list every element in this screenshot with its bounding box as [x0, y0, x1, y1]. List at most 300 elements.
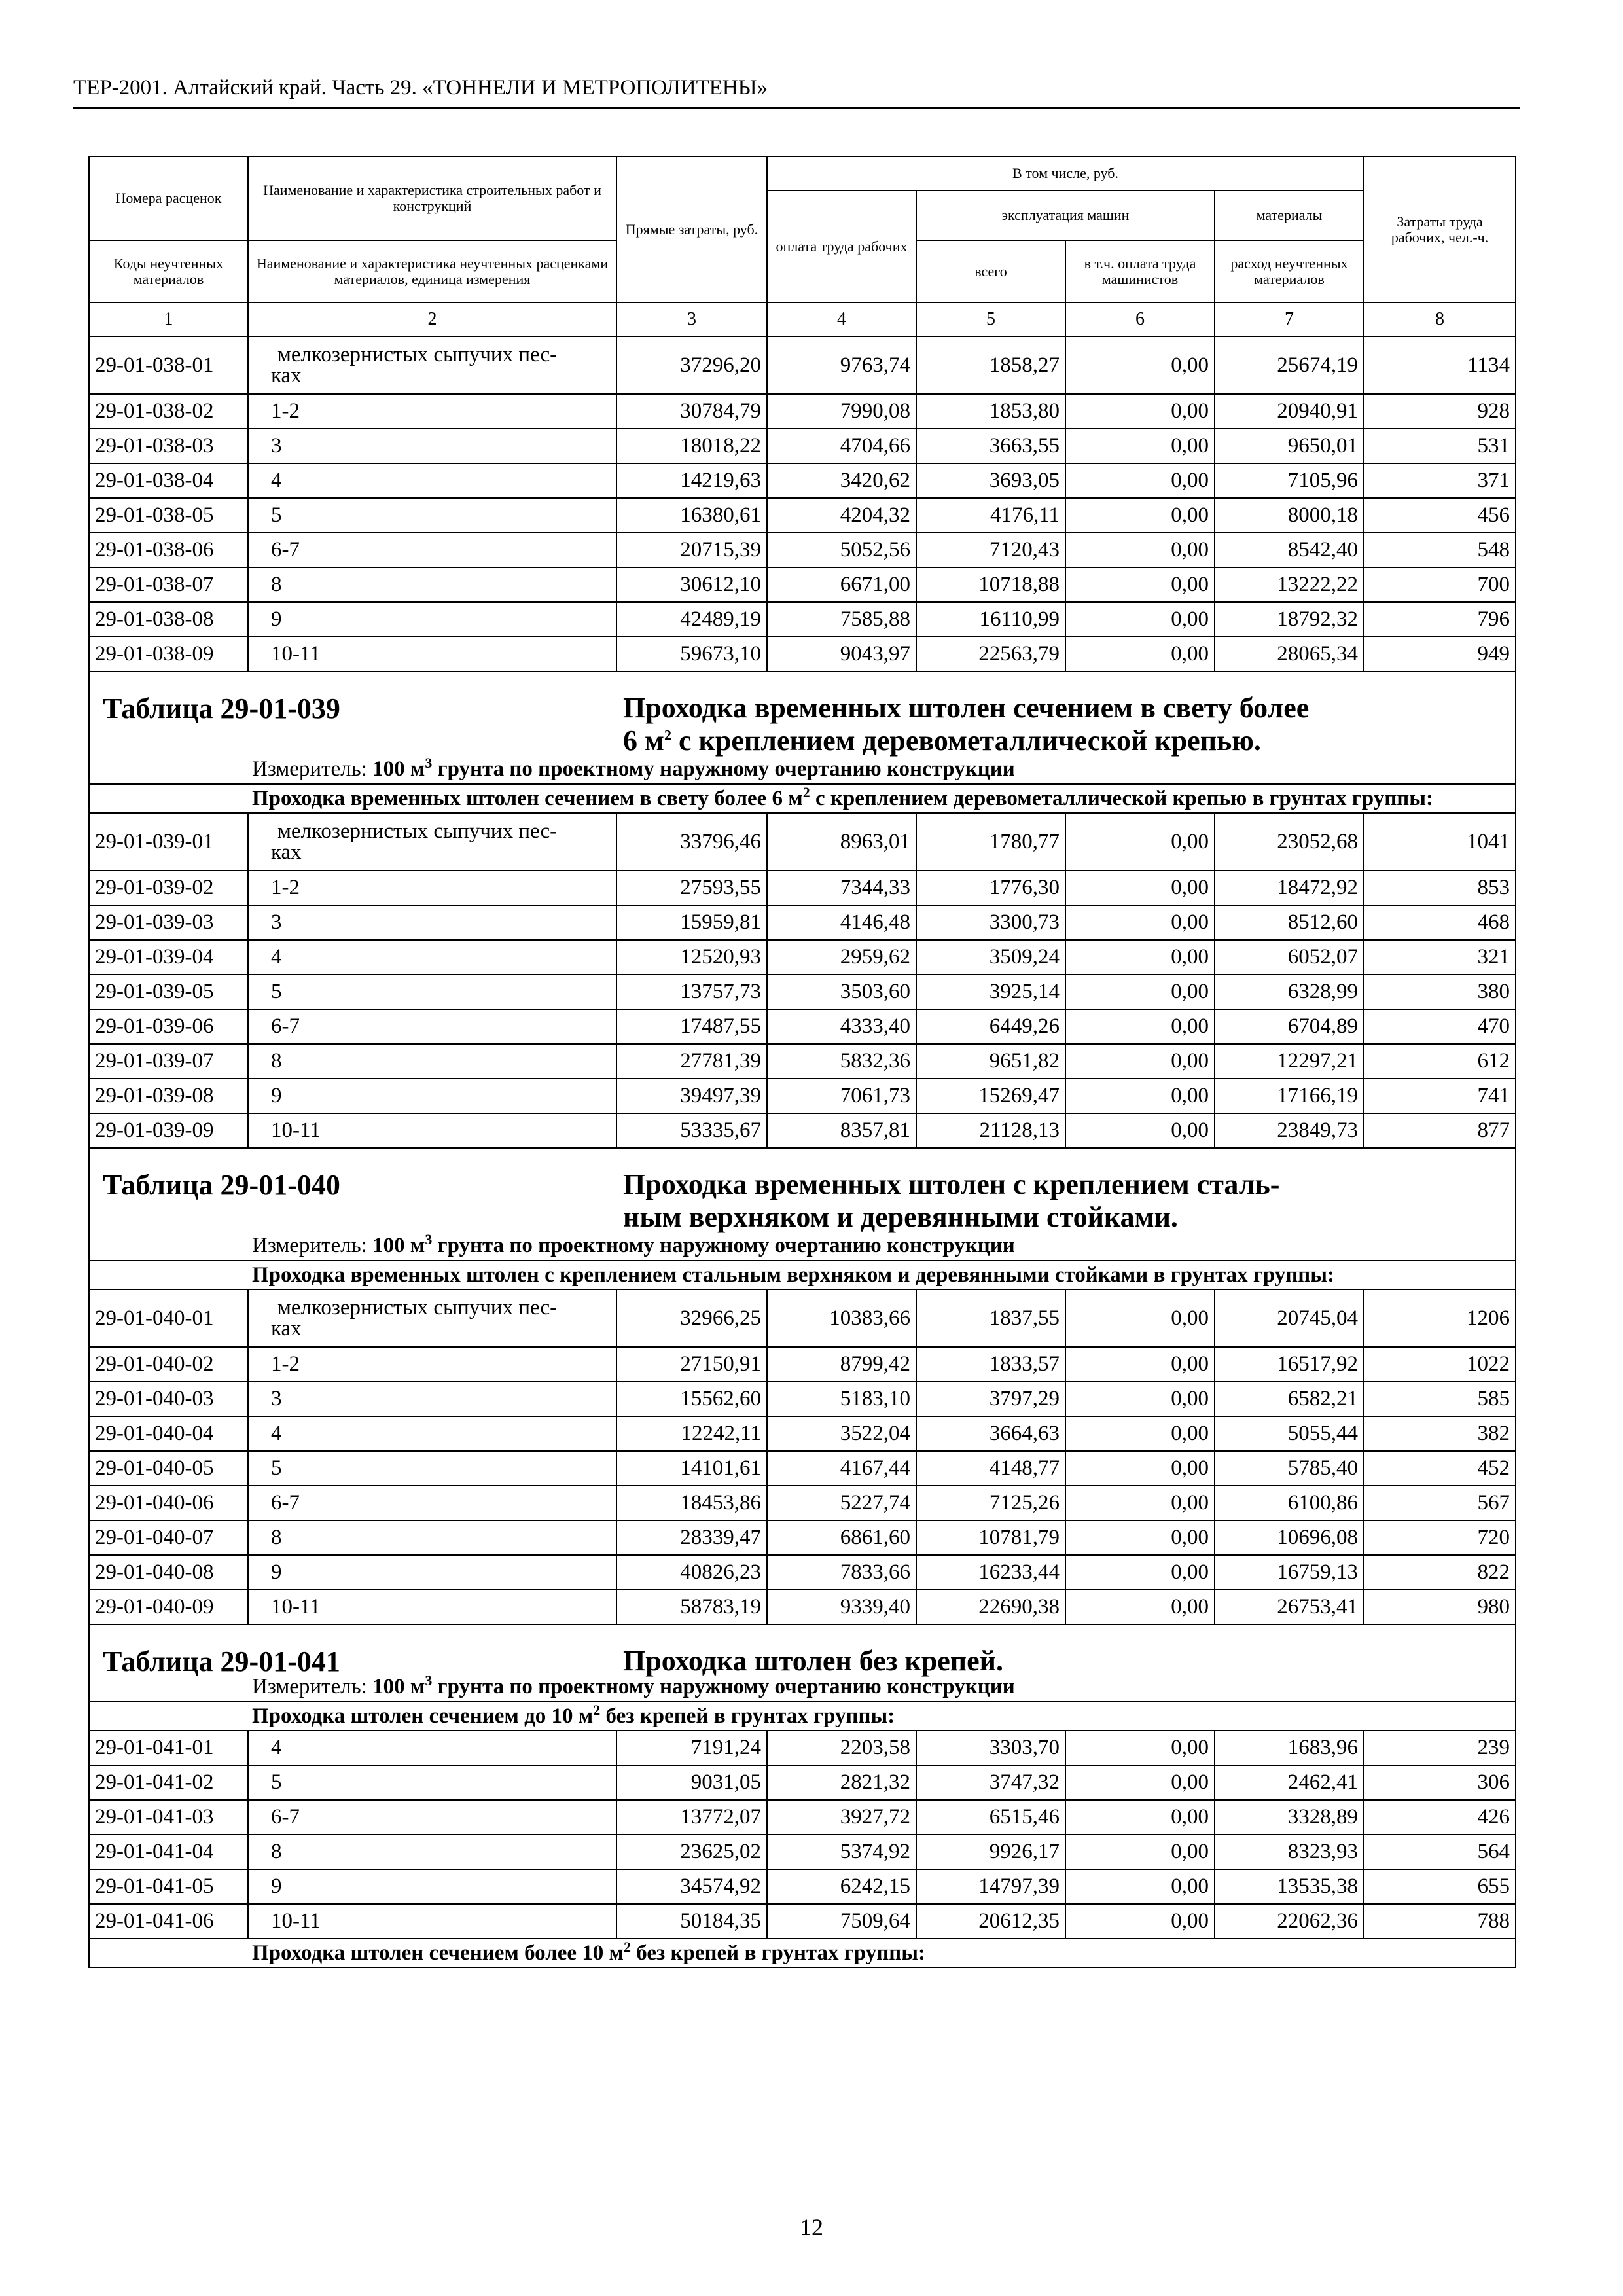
- labor-hours: 741: [1364, 1079, 1516, 1113]
- direct-cost: 40826,23: [616, 1555, 767, 1590]
- machines-total: 16233,44: [916, 1555, 1065, 1590]
- labor-pay: 5832,36: [767, 1044, 916, 1079]
- materials-cost: 3328,89: [1215, 1800, 1364, 1835]
- machines-pay: 0,00: [1065, 870, 1215, 905]
- labor-pay: 4146,48: [767, 905, 916, 940]
- rate-code: 29-01-040-05: [89, 1451, 248, 1486]
- rate-code: 29-01-040-03: [89, 1382, 248, 1416]
- labor-hours: 239: [1364, 1731, 1516, 1765]
- machines-pay: 0,00: [1065, 336, 1215, 394]
- rate-code: 29-01-040-02: [89, 1347, 248, 1382]
- labor-hours: 822: [1364, 1555, 1516, 1590]
- table-row: [89, 1451, 1516, 1486]
- block-038-rows: [89, 336, 1516, 672]
- materials-cost: 6100,86: [1215, 1486, 1364, 1520]
- materials-cost: 12297,21: [1215, 1044, 1364, 1079]
- machines-total: 4148,77: [916, 1451, 1065, 1486]
- rates-table: [88, 156, 1516, 1968]
- work-name: 5: [248, 975, 616, 1009]
- rate-code: 29-01-041-02: [89, 1765, 248, 1800]
- superscript: 2: [624, 1939, 632, 1955]
- table-row: [89, 1347, 1516, 1382]
- rate-code: 29-01-040-01: [89, 1289, 248, 1347]
- labor-hours: 853: [1364, 870, 1516, 905]
- labor-hours: 452: [1364, 1451, 1516, 1486]
- labor-hours: 1134: [1364, 336, 1516, 394]
- rate-code: 29-01-039-09: [89, 1113, 248, 1148]
- materials-cost: 7105,96: [1215, 463, 1364, 498]
- machines-total: 6515,46: [916, 1800, 1065, 1835]
- materials-cost: 1683,96: [1215, 1731, 1364, 1765]
- col-number: 4: [767, 302, 916, 336]
- rate-code: 29-01-039-05: [89, 975, 248, 1009]
- superscript: 3: [425, 1230, 433, 1247]
- table-041-subheading-2: [89, 1939, 1516, 1967]
- col-code-bottom: Коды неучтенных материалов: [89, 240, 248, 302]
- labor-pay: 4704,66: [767, 429, 916, 463]
- work-name: [248, 336, 616, 394]
- col-direct: Прямые затраты, руб.: [616, 156, 767, 302]
- machines-total: 16110,99: [916, 602, 1065, 637]
- labor-pay: 3503,60: [767, 975, 916, 1009]
- machines-total: 6449,26: [916, 1009, 1065, 1044]
- labor-pay: 7061,73: [767, 1079, 916, 1113]
- labor-hours: 788: [1364, 1904, 1516, 1939]
- machines-pay: 0,00: [1065, 429, 1215, 463]
- labor-pay: 3522,04: [767, 1416, 916, 1451]
- table-039-subheading: [89, 784, 1516, 813]
- table-row: [89, 1835, 1516, 1869]
- machines-pay: 0,00: [1065, 1289, 1215, 1347]
- table-041-subheading-1: [89, 1702, 1516, 1731]
- machines-pay: 0,00: [1065, 1382, 1215, 1416]
- table-row: [89, 498, 1516, 533]
- machines-pay: 0,00: [1065, 1486, 1215, 1520]
- materials-cost: 22062,36: [1215, 1904, 1364, 1939]
- rate-code: 29-01-038-06: [89, 533, 248, 567]
- labor-hours: 720: [1364, 1520, 1516, 1555]
- table-row: [89, 602, 1516, 637]
- subheading-text: без крепей в грунтах группы:: [600, 1704, 895, 1728]
- table-row: [89, 1800, 1516, 1835]
- machines-total: 3663,55: [916, 429, 1065, 463]
- materials-cost: 13222,22: [1215, 567, 1364, 602]
- direct-cost: 23625,02: [616, 1835, 767, 1869]
- machines-total: 3925,14: [916, 975, 1065, 1009]
- direct-cost: 18453,86: [616, 1486, 767, 1520]
- rate-code: 29-01-040-08: [89, 1555, 248, 1590]
- machines-total: 9651,82: [916, 1044, 1065, 1079]
- materials-cost: 8323,93: [1215, 1835, 1364, 1869]
- machines-total: 4176,11: [916, 498, 1065, 533]
- machines-total: 1780,77: [916, 813, 1065, 870]
- materials-cost: 10696,08: [1215, 1520, 1364, 1555]
- direct-cost: 28339,47: [616, 1520, 767, 1555]
- labor-hours: 928: [1364, 394, 1516, 429]
- col-number: 8: [1364, 302, 1516, 336]
- machines-total: 3509,24: [916, 940, 1065, 975]
- machines-pay: 0,00: [1065, 394, 1215, 429]
- materials-cost: 6052,07: [1215, 940, 1364, 975]
- direct-cost: 12520,93: [616, 940, 767, 975]
- rate-code: 29-01-038-01: [89, 336, 248, 394]
- direct-cost: 9031,05: [616, 1765, 767, 1800]
- labor-hours: 321: [1364, 940, 1516, 975]
- labor-hours: 306: [1364, 1765, 1516, 1800]
- machines-pay: 0,00: [1065, 463, 1215, 498]
- work-name-line1: мелкозернистых сыпучих пес-: [277, 819, 558, 843]
- table-row: [89, 1904, 1516, 1939]
- machines-total: 3747,32: [916, 1765, 1065, 1800]
- table-040-label: Таблица 29-01-040: [103, 1169, 340, 1201]
- table-row: [89, 637, 1516, 672]
- superscript: 3: [425, 754, 433, 771]
- direct-cost: 30612,10: [616, 567, 767, 602]
- labor-hours: 426: [1364, 1800, 1516, 1835]
- rate-code: 29-01-038-02: [89, 394, 248, 429]
- direct-cost: 7191,24: [616, 1731, 767, 1765]
- rate-code: 29-01-041-04: [89, 1835, 248, 1869]
- work-name: 8: [248, 1835, 616, 1869]
- rate-code: 29-01-041-06: [89, 1904, 248, 1939]
- machines-pay: 0,00: [1065, 1765, 1215, 1800]
- col-code-top: Номера расценок: [89, 156, 248, 240]
- table-row: [89, 1520, 1516, 1555]
- labor-pay: 7509,64: [767, 1904, 916, 1939]
- table-039-title-line2b: с креплением деревометаллической крепью.: [671, 725, 1261, 757]
- table-041-heading: [89, 1624, 1516, 1731]
- measure-text: грунта по проектному наружному очертанию конструкции: [432, 757, 1015, 781]
- machines-pay: 0,00: [1065, 1347, 1215, 1382]
- table-041-rows: [89, 1731, 1516, 1939]
- rate-code: 29-01-039-06: [89, 1009, 248, 1044]
- materials-cost: 26753,41: [1215, 1590, 1364, 1624]
- machines-pay: 0,00: [1065, 637, 1215, 672]
- machines-total: 3300,73: [916, 905, 1065, 940]
- direct-cost: 30784,79: [616, 394, 767, 429]
- table-row: [89, 1486, 1516, 1520]
- table-row: [89, 1765, 1516, 1800]
- table-040-title-line2: ным верхняком и деревянными стойками.: [623, 1201, 1178, 1233]
- table-row: [89, 1555, 1516, 1590]
- table-row: [89, 567, 1516, 602]
- work-name: 5: [248, 498, 616, 533]
- machines-total: 9926,17: [916, 1835, 1065, 1869]
- subheading-text: Проходка штолен сечением до 10 м: [252, 1704, 594, 1728]
- direct-cost: 20715,39: [616, 533, 767, 567]
- table-040-title: [623, 1168, 1493, 1234]
- table-row: [89, 1113, 1516, 1148]
- materials-cost: 9650,01: [1215, 429, 1364, 463]
- materials-cost: 20940,91: [1215, 394, 1364, 429]
- labor-hours: 468: [1364, 905, 1516, 940]
- direct-cost: 58783,19: [616, 1590, 767, 1624]
- direct-cost: 32966,25: [616, 1289, 767, 1347]
- labor-hours: 655: [1364, 1869, 1516, 1904]
- work-name: 10-11: [248, 1904, 616, 1939]
- work-name: 5: [248, 1765, 616, 1800]
- work-name: 6-7: [248, 1800, 616, 1835]
- machines-total: 10718,88: [916, 567, 1065, 602]
- subheading-text: без крепей в грунтах группы:: [631, 1941, 925, 1965]
- table-row: [89, 463, 1516, 498]
- measure-unit: 100 м: [372, 1233, 425, 1257]
- rate-code: 29-01-040-06: [89, 1486, 248, 1520]
- machines-total: 1858,27: [916, 336, 1065, 394]
- rate-code: 29-01-039-03: [89, 905, 248, 940]
- table-039-measure: [89, 755, 1516, 784]
- work-name: 3: [248, 1382, 616, 1416]
- materials-cost: 6704,89: [1215, 1009, 1364, 1044]
- col-number: 5: [916, 302, 1065, 336]
- col-including: В том числе, руб.: [767, 156, 1364, 190]
- labor-pay: 8963,01: [767, 813, 916, 870]
- rate-code: 29-01-039-04: [89, 940, 248, 975]
- materials-cost: 23849,73: [1215, 1113, 1364, 1148]
- rate-code: 29-01-041-01: [89, 1731, 248, 1765]
- table-040-measure: [89, 1231, 1516, 1261]
- rate-code: 29-01-038-07: [89, 567, 248, 602]
- labor-pay: 6242,15: [767, 1869, 916, 1904]
- direct-cost: 27593,55: [616, 870, 767, 905]
- work-name-line1: мелкозернистых сыпучих пес-: [277, 343, 558, 367]
- work-name: [248, 813, 616, 870]
- materials-cost: 18472,92: [1215, 870, 1364, 905]
- work-name-line1: мелкозернистых сыпучих пес-: [277, 1296, 558, 1319]
- page-number: 12: [800, 2214, 823, 2240]
- table-row: [89, 1289, 1516, 1347]
- machines-pay: 0,00: [1065, 813, 1215, 870]
- machines-pay: 0,00: [1065, 1113, 1215, 1148]
- machines-pay: 0,00: [1065, 1416, 1215, 1451]
- machines-total: 10781,79: [916, 1520, 1065, 1555]
- labor-hours: 564: [1364, 1835, 1516, 1869]
- col-materials-unaccounted: расход неучтенных материалов: [1215, 240, 1364, 302]
- work-name: 5: [248, 1451, 616, 1486]
- labor-pay: 5052,56: [767, 533, 916, 567]
- machines-total: 7120,43: [916, 533, 1065, 567]
- labor-hours: 877: [1364, 1113, 1516, 1148]
- rate-code: 29-01-038-03: [89, 429, 248, 463]
- measure-prefix: Измеритель:: [252, 1674, 373, 1698]
- col-machines: эксплуатация машин: [916, 190, 1215, 240]
- materials-cost: 5055,44: [1215, 1416, 1364, 1451]
- direct-cost: 14101,61: [616, 1451, 767, 1486]
- work-name: 3: [248, 905, 616, 940]
- direct-cost: 33796,46: [616, 813, 767, 870]
- measure-prefix: Измеритель:: [252, 757, 373, 781]
- labor-pay: 5227,74: [767, 1486, 916, 1520]
- materials-cost: 16517,92: [1215, 1347, 1364, 1382]
- labor-pay: 7990,08: [767, 394, 916, 429]
- col-machines-total: всего: [916, 240, 1065, 302]
- machines-total: 3693,05: [916, 463, 1065, 498]
- labor-hours: 382: [1364, 1416, 1516, 1451]
- machines-pay: 0,00: [1065, 1731, 1215, 1765]
- work-name: 9: [248, 1555, 616, 1590]
- rate-code: 29-01-038-04: [89, 463, 248, 498]
- rate-code: 29-01-039-07: [89, 1044, 248, 1079]
- direct-cost: 59673,10: [616, 637, 767, 672]
- direct-cost: 16380,61: [616, 498, 767, 533]
- table-row: [89, 870, 1516, 905]
- direct-cost: 34574,92: [616, 1869, 767, 1904]
- direct-cost: 27150,91: [616, 1347, 767, 1382]
- machines-pay: 0,00: [1065, 498, 1215, 533]
- table-041-label: Таблица 29-01-041: [103, 1645, 340, 1677]
- machines-pay: 0,00: [1065, 1555, 1215, 1590]
- machines-total: 3664,63: [916, 1416, 1065, 1451]
- machines-pay: 0,00: [1065, 1451, 1215, 1486]
- machines-pay: 0,00: [1065, 1904, 1215, 1939]
- direct-cost: 15562,60: [616, 1382, 767, 1416]
- table-row: [89, 940, 1516, 975]
- materials-cost: 16759,13: [1215, 1555, 1364, 1590]
- labor-hours: 700: [1364, 567, 1516, 602]
- labor-hours: 612: [1364, 1044, 1516, 1079]
- table-row: [89, 975, 1516, 1009]
- labor-pay: 4167,44: [767, 1451, 916, 1486]
- direct-cost: 39497,39: [616, 1079, 767, 1113]
- labor-hours: 585: [1364, 1382, 1516, 1416]
- materials-cost: 5785,40: [1215, 1451, 1364, 1486]
- table-row: [89, 1009, 1516, 1044]
- rate-code: 29-01-041-05: [89, 1869, 248, 1904]
- labor-pay: 5183,10: [767, 1382, 916, 1416]
- work-name: 4: [248, 1731, 616, 1765]
- machines-total: 3303,70: [916, 1731, 1065, 1765]
- materials-cost: 20745,04: [1215, 1289, 1364, 1347]
- work-name: 4: [248, 1416, 616, 1451]
- direct-cost: 50184,35: [616, 1904, 767, 1939]
- labor-hours: 567: [1364, 1486, 1516, 1520]
- machines-total: 22563,79: [916, 637, 1065, 672]
- direct-cost: 13772,07: [616, 1800, 767, 1835]
- col-number: 2: [248, 302, 616, 336]
- machines-total: 7125,26: [916, 1486, 1065, 1520]
- measure-unit: 100 м: [372, 1674, 425, 1698]
- rate-code: 29-01-041-03: [89, 1800, 248, 1835]
- machines-total: 3797,29: [916, 1382, 1065, 1416]
- table-039-heading: [89, 672, 1516, 813]
- labor-hours: 380: [1364, 975, 1516, 1009]
- machines-total: 22690,38: [916, 1590, 1065, 1624]
- col-labor-pay: оплата труда рабочих: [767, 190, 916, 302]
- table-row: [89, 813, 1516, 870]
- col-name-top: Наименование и характеристика строительных работ и конструкций: [248, 156, 616, 240]
- materials-cost: 8512,60: [1215, 905, 1364, 940]
- work-name: 1-2: [248, 1347, 616, 1382]
- work-name: 3: [248, 429, 616, 463]
- rate-code: 29-01-040-07: [89, 1520, 248, 1555]
- labor-pay: 4204,32: [767, 498, 916, 533]
- work-name: 9: [248, 602, 616, 637]
- materials-cost: 23052,68: [1215, 813, 1364, 870]
- table-039-rows: [89, 813, 1516, 1148]
- table-row: [89, 1044, 1516, 1079]
- labor-hours: 1206: [1364, 1289, 1516, 1347]
- table-039-title-line2a: 6 м: [623, 725, 664, 757]
- work-name: 4: [248, 940, 616, 975]
- materials-cost: 8000,18: [1215, 498, 1364, 533]
- materials-cost: 18792,32: [1215, 602, 1364, 637]
- machines-pay: 0,00: [1065, 1044, 1215, 1079]
- rate-code: 29-01-040-09: [89, 1590, 248, 1624]
- materials-cost: 8542,40: [1215, 533, 1364, 567]
- col-name-bottom: Наименование и характеристика неучтенных расценками материалов, единица измерения: [248, 240, 616, 302]
- labor-pay: 7833,66: [767, 1555, 916, 1590]
- subheading-text: Проходка временных штолен сечением в свету более 6 м: [252, 787, 803, 810]
- col-machines-pay: в т.ч. оплата труда машинистов: [1065, 240, 1215, 302]
- work-name: 10-11: [248, 637, 616, 672]
- labor-pay: 10383,66: [767, 1289, 916, 1347]
- machines-pay: 0,00: [1065, 1835, 1215, 1869]
- work-name: 8: [248, 1520, 616, 1555]
- table-row: [89, 1382, 1516, 1416]
- machines-pay: 0,00: [1065, 1590, 1215, 1624]
- work-name: 4: [248, 463, 616, 498]
- materials-cost: 6328,99: [1215, 975, 1364, 1009]
- labor-hours: 949: [1364, 637, 1516, 672]
- materials-cost: 2462,41: [1215, 1765, 1364, 1800]
- table-row: [89, 1590, 1516, 1624]
- subheading-text: Проходка штолен сечением более 10 м: [252, 1941, 624, 1965]
- superscript: 2: [664, 726, 671, 744]
- labor-hours: 456: [1364, 498, 1516, 533]
- materials-cost: 13535,38: [1215, 1869, 1364, 1904]
- materials-cost: 28065,34: [1215, 637, 1364, 672]
- superscript: 2: [593, 1702, 601, 1718]
- labor-hours: 980: [1364, 1590, 1516, 1624]
- table-row: [89, 429, 1516, 463]
- rate-code: 29-01-038-08: [89, 602, 248, 637]
- table-039-title: [623, 692, 1493, 757]
- labor-pay: 6861,60: [767, 1520, 916, 1555]
- direct-cost: 53335,67: [616, 1113, 767, 1148]
- machines-total: 1837,55: [916, 1289, 1065, 1347]
- subheading-text: с креплением деревометаллической крепью в грунтах группы:: [810, 787, 1433, 810]
- table-041-title: Проходка штолен без крепей.: [623, 1645, 1003, 1677]
- labor-hours: 548: [1364, 533, 1516, 567]
- superscript: 3: [425, 1672, 433, 1689]
- materials-cost: 25674,19: [1215, 336, 1364, 394]
- rate-code: 29-01-039-02: [89, 870, 248, 905]
- work-name: 10-11: [248, 1113, 616, 1148]
- measure-text: грунта по проектному наружному очертанию конструкции: [432, 1674, 1015, 1698]
- measure-text: грунта по проектному наружному очертанию конструкции: [432, 1233, 1015, 1257]
- machines-pay: 0,00: [1065, 1869, 1215, 1904]
- work-name: 1-2: [248, 394, 616, 429]
- work-name: 8: [248, 567, 616, 602]
- machines-total: 20612,35: [916, 1904, 1065, 1939]
- machines-pay: 0,00: [1065, 1079, 1215, 1113]
- table-row: [89, 1869, 1516, 1904]
- direct-cost: 12242,11: [616, 1416, 767, 1451]
- table-row: [89, 336, 1516, 394]
- rate-code: 29-01-039-01: [89, 813, 248, 870]
- machines-total: 1833,57: [916, 1347, 1065, 1382]
- materials-cost: 6582,21: [1215, 1382, 1364, 1416]
- labor-pay: 3927,72: [767, 1800, 916, 1835]
- machines-total: 1776,30: [916, 870, 1065, 905]
- labor-hours: 1022: [1364, 1347, 1516, 1382]
- machines-pay: 0,00: [1065, 602, 1215, 637]
- machines-pay: 0,00: [1065, 1800, 1215, 1835]
- labor-pay: 2821,32: [767, 1765, 916, 1800]
- measure-prefix: Измеритель:: [252, 1233, 373, 1257]
- labor-pay: 9043,97: [767, 637, 916, 672]
- table-039-label: Таблица 29-01-039: [103, 692, 340, 725]
